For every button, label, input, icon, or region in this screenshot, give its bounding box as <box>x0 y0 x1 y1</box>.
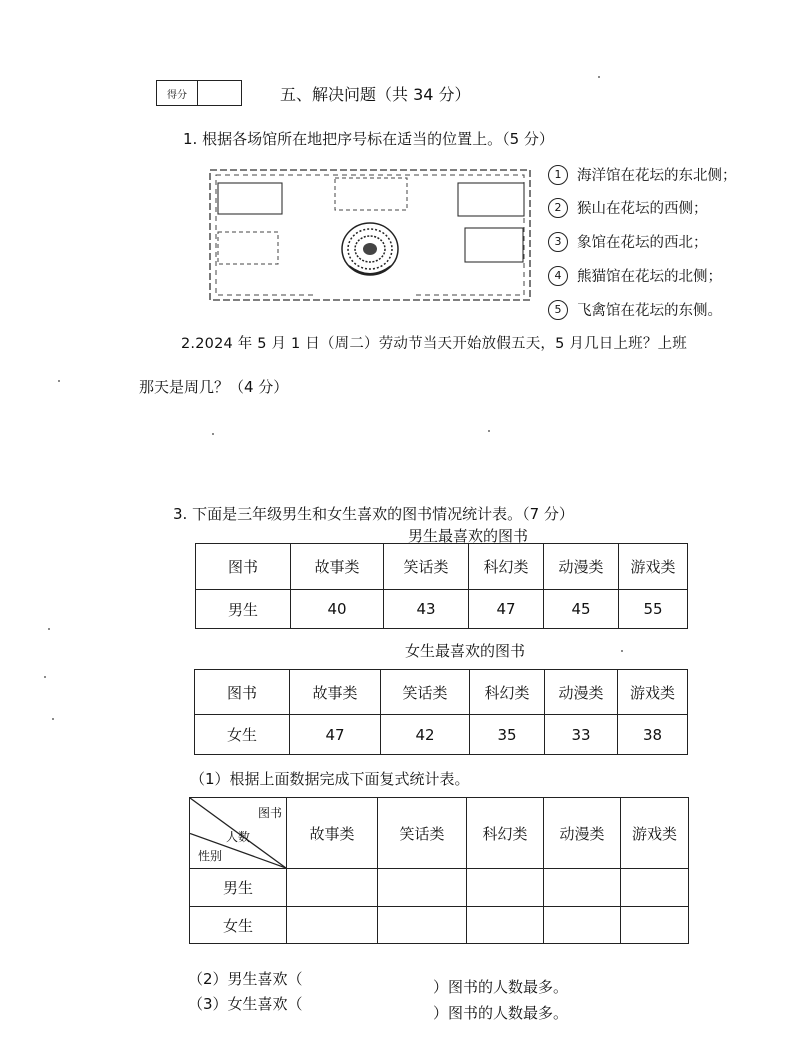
q1-item-1 <box>548 164 737 185</box>
q1-item-text: 飞禽馆在花坛的东侧。 <box>577 303 722 319</box>
map-slot <box>465 228 523 262</box>
flower-bed-icon <box>342 223 398 275</box>
q1-item-text: 象馆在花坛的西北； <box>577 235 708 251</box>
table-cell: 40 <box>291 590 384 629</box>
q3-sub2-left: （2）男生喜欢（ <box>188 970 303 988</box>
answer-cell[interactable] <box>621 869 689 907</box>
header-cell: 科幻类 <box>469 544 544 590</box>
table-cell: 47 <box>469 590 544 629</box>
map-slot <box>218 183 282 214</box>
header-cell: 笑话类 <box>384 544 469 590</box>
row-label: 男生 <box>196 590 291 629</box>
boys-table <box>195 543 688 629</box>
header-cell: 动漫类 <box>544 544 619 590</box>
q1-item-3 <box>548 231 708 252</box>
q3-sub3-left: （3）女生喜欢（ <box>188 995 303 1013</box>
header-cell: 故事类 <box>290 670 381 715</box>
corner-label-books: 图书 <box>257 806 282 820</box>
answer-cell[interactable] <box>287 869 378 907</box>
compound-table <box>189 797 689 944</box>
scan-speck <box>52 718 54 720</box>
q3-prompt: 3. 下面是三年级男生和女生喜欢的图书情况统计表。（7 分） <box>173 505 574 523</box>
scan-speck <box>621 650 623 652</box>
row-label: 女生 <box>190 907 287 944</box>
table-row <box>190 869 689 907</box>
row-label: 女生 <box>195 715 290 755</box>
scan-speck <box>598 76 600 78</box>
table-row <box>190 798 689 869</box>
map-slot <box>335 178 407 210</box>
circled-number: 3 <box>548 232 568 252</box>
circled-number: 5 <box>548 300 568 320</box>
girls-table <box>194 669 688 755</box>
q1-item-text: 海洋馆在花坛的东北侧； <box>577 168 737 184</box>
scan-speck <box>488 430 490 432</box>
table-cell: 45 <box>544 590 619 629</box>
map-slot <box>458 183 524 216</box>
table-cell: 55 <box>619 590 688 629</box>
header-cell: 故事类 <box>291 544 384 590</box>
header-cell: 科幻类 <box>467 798 544 869</box>
header-cell: 科幻类 <box>470 670 545 715</box>
section-title: 五、解决问题（共 34 分） <box>280 85 471 104</box>
answer-cell[interactable] <box>378 907 467 944</box>
table-row <box>190 907 689 944</box>
map-slot <box>218 232 278 264</box>
q3-sub1: （1）根据上面数据完成下面复式统计表。 <box>190 770 470 788</box>
q1-prompt: 1. 根据各场馆所在地把序号标在适当的位置上。（5 分） <box>183 130 554 148</box>
q1-item-4 <box>548 265 722 286</box>
corner-label-gender: 性别 <box>198 849 223 863</box>
table-row <box>196 544 688 590</box>
girls-table-caption: 女生最喜欢的图书 <box>405 642 526 660</box>
answer-cell[interactable] <box>544 869 621 907</box>
scan-speck <box>44 676 46 678</box>
scan-speck <box>58 380 60 382</box>
header-cell: 游戏类 <box>621 798 689 869</box>
circled-number: 2 <box>548 198 568 218</box>
corner-label-count: 人数 <box>226 830 251 844</box>
q1-item-text: 猴山在花坛的西侧； <box>577 201 708 217</box>
header-cell: 游戏类 <box>619 544 688 590</box>
q1-item-5 <box>548 299 722 320</box>
table-cell: 33 <box>545 715 618 755</box>
header-cell: 游戏类 <box>618 670 688 715</box>
scan-speck <box>212 433 214 435</box>
header-cell: 笑话类 <box>378 798 467 869</box>
diagonal-header-cell <box>190 798 287 869</box>
score-box <box>156 80 242 106</box>
header-cell: 图书 <box>195 670 290 715</box>
q1-item-text: 熊猫馆在花坛的北侧； <box>577 269 722 285</box>
score-box-label: 得分 <box>157 81 198 105</box>
header-cell: 图书 <box>196 544 291 590</box>
q3-sub3-right: ）图书的人数最多。 <box>433 1004 569 1022</box>
q1-item-2 <box>548 197 708 218</box>
answer-cell[interactable] <box>467 869 544 907</box>
answer-cell[interactable] <box>287 907 378 944</box>
zoo-map <box>209 168 531 302</box>
table-row <box>195 715 688 755</box>
answer-cell[interactable] <box>467 907 544 944</box>
header-cell: 笑话类 <box>381 670 470 715</box>
table-cell: 38 <box>618 715 688 755</box>
circled-number: 4 <box>548 266 568 286</box>
header-cell: 故事类 <box>287 798 378 869</box>
table-cell: 43 <box>384 590 469 629</box>
table-cell: 42 <box>381 715 470 755</box>
answer-cell[interactable] <box>378 869 467 907</box>
q2-line1: 2.2024 年 5 月 1 日（周二）劳动节当天开始放假五天，5 月几日上班？上班 <box>181 336 687 352</box>
answer-cell[interactable] <box>544 907 621 944</box>
boys-table-caption: 男生最喜欢的图书 <box>408 527 529 545</box>
header-cell: 动漫类 <box>544 798 621 869</box>
header-cell: 动漫类 <box>545 670 618 715</box>
table-cell: 47 <box>290 715 381 755</box>
table-cell: 35 <box>470 715 545 755</box>
scan-speck <box>48 628 50 630</box>
table-row <box>195 670 688 715</box>
answer-cell[interactable] <box>621 907 689 944</box>
q3-sub2-right: ）图书的人数最多。 <box>433 978 569 996</box>
row-label: 男生 <box>190 869 287 907</box>
q2-line2: 那天是周几？（4 分） <box>139 378 289 396</box>
table-row <box>196 590 688 629</box>
circled-number: 1 <box>548 165 568 185</box>
